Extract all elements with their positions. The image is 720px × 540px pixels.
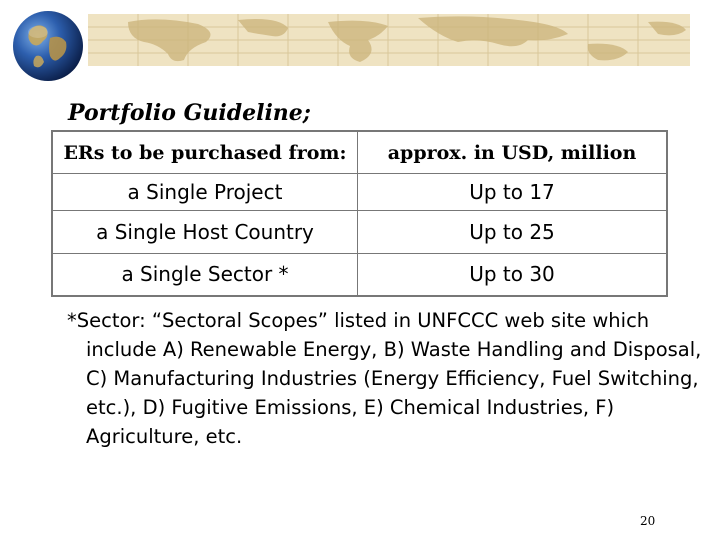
table-header-row [52, 131, 667, 174]
sector-footnote: *Sector: “Sectoral Scopes” listed in UNFCCC web site which include A) Renewable Energy, B) Waste Handling and Disposal, C) Manufacturing Industries (Energy Efficiency, Fuel Switching, etc.), D) Fugitive Emissions, E) Chemical Industries, F) Agriculture, etc. [67, 309, 702, 448]
portfolio-guideline-table [51, 130, 668, 297]
column-header-source: ERs to be purchased from: [52, 131, 358, 174]
table-cell-source: a Single Host Country [52, 211, 358, 254]
table-cell-amount: Up to 17 [358, 174, 668, 211]
world-map-banner [88, 14, 690, 66]
table-cell-source: a Single Project [52, 174, 358, 211]
table-cell-amount: Up to 25 [358, 211, 668, 254]
table-row [52, 254, 667, 296]
slide-heading: Portfolio Guideline; [68, 100, 311, 126]
table-row [52, 211, 667, 254]
globe-icon [10, 8, 86, 84]
column-header-amount: approx. in USD, million [358, 131, 668, 174]
table-row [52, 174, 667, 211]
table-cell-source: a Single Sector * [52, 254, 358, 296]
page-number: 20 [640, 514, 656, 528]
table-cell-amount: Up to 30 [358, 254, 668, 296]
